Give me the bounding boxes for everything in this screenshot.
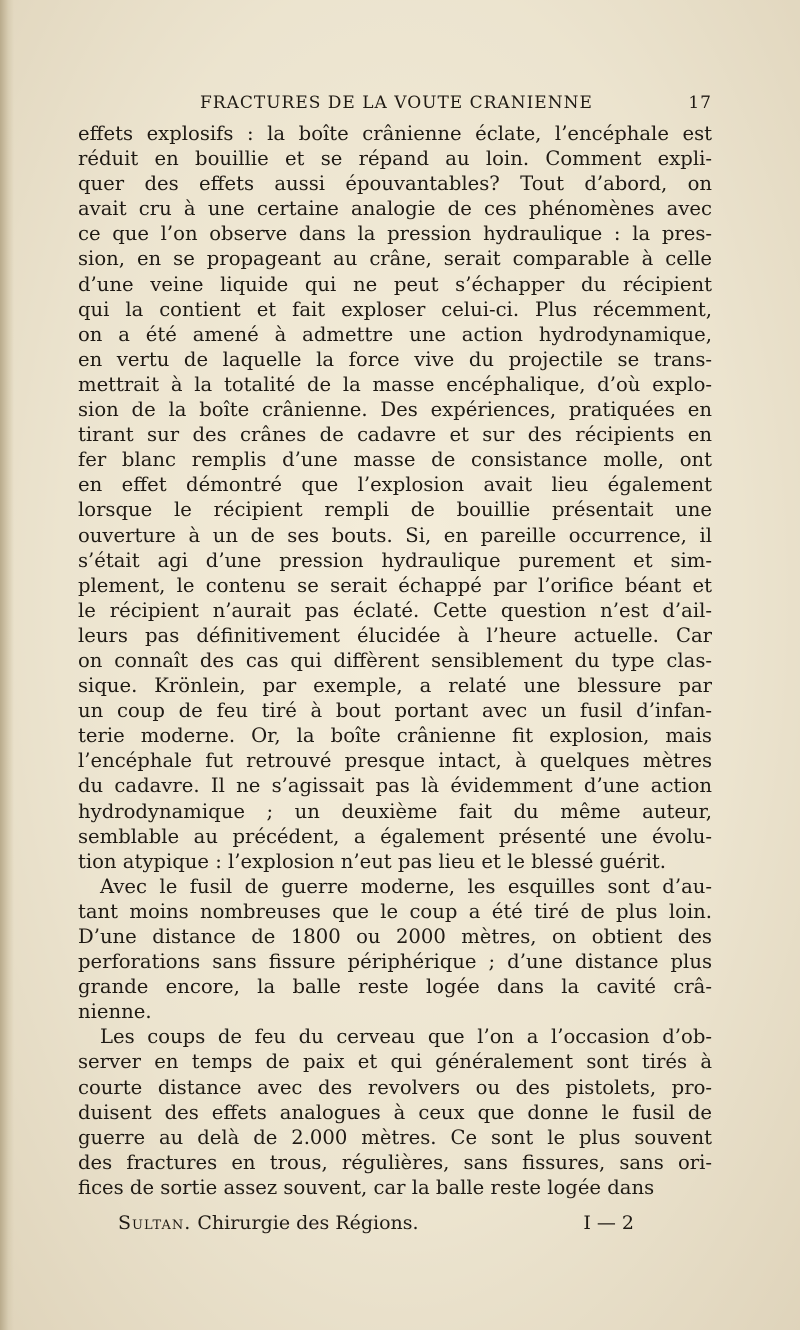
text-line: nienne. [78,1000,152,1024]
text-line: le récipient n’aurait pas éclaté. Cette question n’est d’ail- [78,598,712,622]
text-line: l’encéphale fut retrouvé presque intact, à quelques mètres [78,749,712,773]
text-line: du cadavre. Il ne s’agissait pas là évidemment d’une action [78,774,712,798]
text-line: D’une distance de 1800 ou 2000 mètres, on obtient des [78,925,712,948]
text-line: en effet démontré que l’explosion avait lieu également [78,473,712,497]
text-line: grande encore, la balle reste logée dans la cavité crâ- [78,975,712,999]
text-line: effets explosifs : la boîte crânienne éclate, l’encéphale est [78,122,712,145]
signature-line [118,1212,419,1234]
body-text [78,121,712,1200]
text-line: plement, le contenu se serait échappé par l’orifice béant et [78,573,712,597]
text-line: on a été amené à admettre une action hydrodynamique, [78,322,712,346]
text-line: tion atypique : l’explosion n’eut pas lieu et le blessé guérit. [78,849,667,873]
text-line: sion de la boîte crânienne. Des expériences, pratiquées en [78,398,712,422]
text-line: sion, en se propageant au crâne, serait comparable à celle [78,247,712,271]
text-line: Avec le fusil de guerre moderne, les esquilles sont d’au- [100,874,712,898]
text-line: d’une veine liquide qui ne peut s’échapper du récipient [78,272,712,296]
text-line: quer des effets aussi épouvantables? Tout d’abord, on [78,172,712,196]
text-line: perforations sans fissure périphérique ; d’une distance plus [78,950,712,974]
text-line: réduit en bouillie et se répand au loin. Comment expli- [78,147,712,171]
text-line: guerre au delà de 2.000 mètres. Ce sont le plus souvent [78,1125,712,1149]
footer-signature [118,1212,634,1238]
running-title: FRACTURES DE LA VOUTE CRANIENNE [200,93,593,113]
text-line: semblable au précédent, a également présenté une évolu- [78,824,712,848]
text-line: un coup de feu tiré à bout portant avec un fusil d’infan- [78,699,712,723]
text-line: fer blanc remplis d’une masse de consistance molle, ont [78,448,712,472]
text-line: hydrodynamique ; un deuxième fait du même auteur, [78,799,712,823]
text-line: ce que l’on observe dans la pression hydraulique : la pres- [78,222,712,246]
author-name: Sultan. [118,1212,192,1234]
running-header [200,93,712,119]
text-line: sique. Krönlein, par exemple, a relaté une blessure par [78,674,712,698]
page-number: 17 [688,93,712,113]
text-line: des fractures en trous, régulières, sans fissures, sans ori- [78,1150,712,1174]
text-line: mettrait à la totalité de la masse encéphalique, d’où explo- [78,372,712,396]
text-line: qui la contient et fait exploser celui-ci. Plus récemment, [78,297,712,321]
text-line: on connaît des cas qui diffèrent sensiblement du type clas- [78,648,712,672]
text-line: ouverture à un de ses bouts. Si, en pareille occurrence, il [78,523,712,547]
page-binding-edge [0,0,14,1330]
text-line: lorsque le récipient rempli de bouillie présentait une [78,498,712,522]
text-line: avait cru à une certaine analogie de ces phénomènes avec [78,197,712,221]
sheet-mark: I — 2 [583,1212,634,1234]
text-line: en vertu de laquelle la force vive du projectile se trans- [78,347,712,371]
text-line: leurs pas définitivement élucidée à l’heure actuelle. Car [78,623,712,647]
text-line: courte distance avec des revolvers ou des pistolets, pro- [78,1075,712,1099]
text-line: server en temps de paix et qui généralement sont tirés à [78,1050,712,1074]
text-line: tirant sur des crânes de cadavre et sur des récipients en [78,423,712,447]
book-title: Chirurgie des Régions. [197,1212,419,1234]
text-line: duisent des effets analogues à ceux que donne le fusil de [78,1100,712,1124]
text-line: tant moins nombreuses que le coup a été tiré de plus loin. [78,899,712,923]
text-line: fices de sortie assez souvent, car la balle reste logée dans [78,1175,655,1199]
text-line: Les coups de feu du cerveau que l’on a l’occasion d’ob- [100,1025,712,1049]
text-line: terie moderne. Or, la boîte crânienne fit explosion, mais [78,724,712,748]
text-line: s’était agi d’une pression hydraulique purement et sim- [78,548,712,572]
